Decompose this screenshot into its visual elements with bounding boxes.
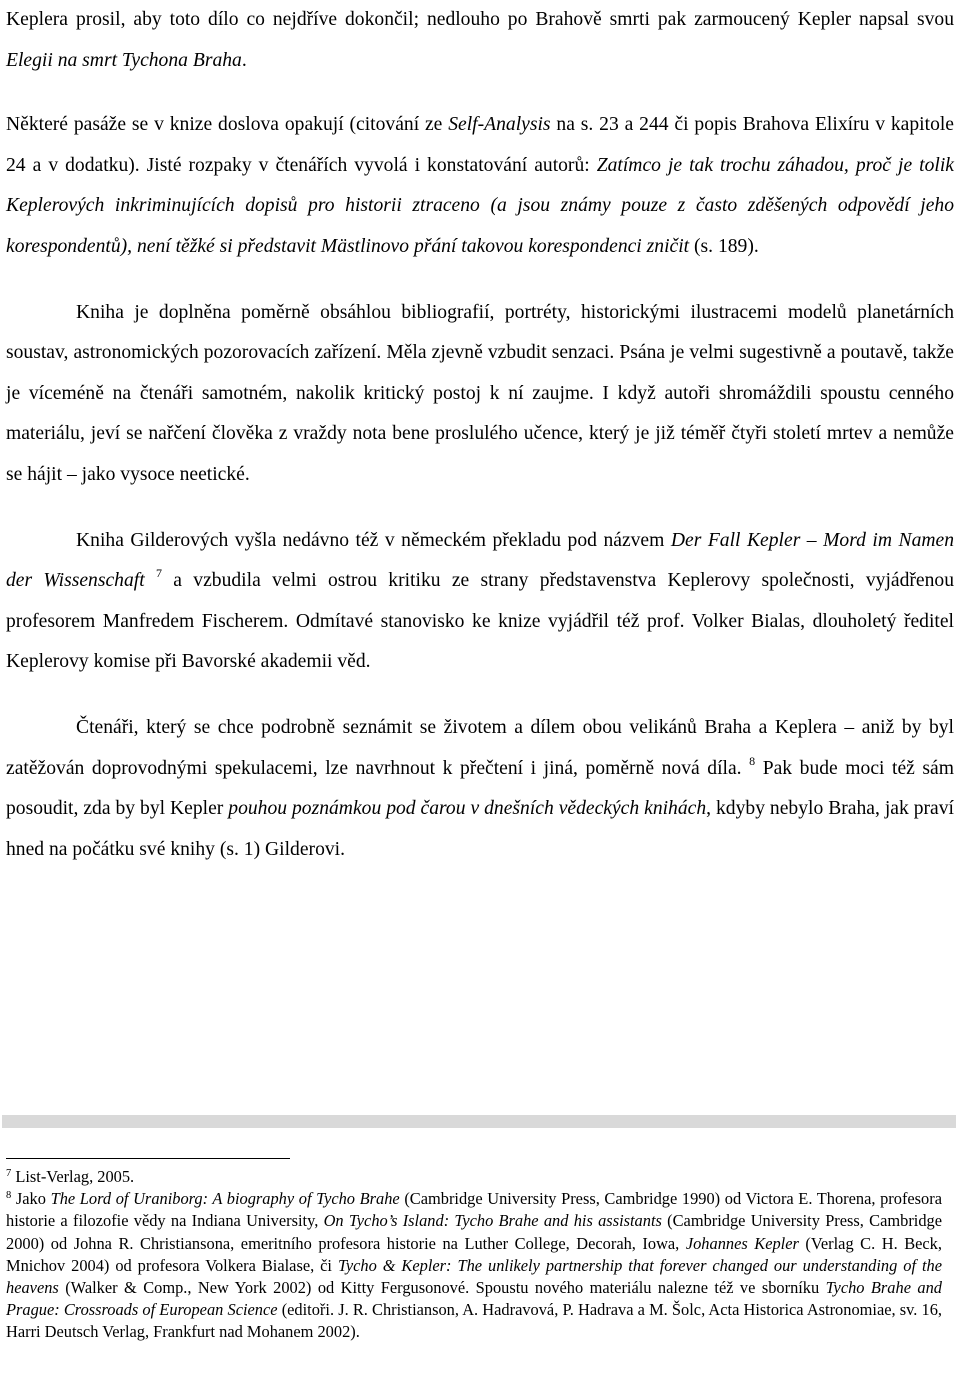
text-run: Některé pasáže se v knize doslova opakují (citování ze: [6, 114, 449, 136]
paragraph: [6, 0, 954, 81]
text-run: .: [241, 49, 247, 71]
text-run: (Verlag C. H. Beck, Mnichov 2004) od profesora Volkera Bialase, či: [6, 1233, 942, 1275]
footnote-ref: 8: [749, 753, 756, 768]
italic-text: Zatímco je tak trochu záhadou, proč je tolik Keplerových inkriminujících dopisů pro historii ztraceno (a jsou známy pouze z často zděšených odpovědí jeho korespondentů), není těžké si představit Mästlinovo přání takovou korespondenci zničit: [6, 154, 954, 257]
footnote: [6, 1188, 942, 1343]
document-body: [6, 0, 954, 870]
footnote-ref: 7: [6, 1168, 12, 1179]
section-divider: [2, 1115, 956, 1128]
footnote: [6, 1166, 942, 1188]
text-run: (editoři. J. R. Christianson, A. Hadravová, P. Hadrava a M. Šolc, Acta Historica Astronomiae, sv. 16, Harri Deutsch Verlag, Frankfurt nad Mohanem 2002).: [6, 1300, 942, 1342]
text-run: Pak bude moci též sám posoudit, zda by byl Kepler: [6, 757, 954, 820]
text-run: Čtenáři, který se chce podrobně seznámit se životem a dílem obou velikánů Braha a Keplera – aniž by byl zatěžován doprovodnými spekulacemi, lze navrhnout k přečtení i jiná, poměrně nová díla.: [6, 716, 954, 779]
italic-text: Elegii na smrt Tychona Braha: [6, 49, 242, 71]
text-run: Kniha Gilderových vyšla nedávno též v německém překladu pod názvem: [76, 529, 671, 551]
italic-text: Johannes Kepler: [685, 1233, 799, 1253]
italic-text: Tycho Brahe and Prague: Crossroads of European Science: [6, 1278, 942, 1320]
italic-text: Der Fall Kepler – Mord im Namen der Wissenschaft: [6, 529, 955, 592]
text-run: Keplera prosil, aby toto dílo co nejdříve dokončil; nedlouho po Brahově smrti pak zarmoucený Kepler napsal svou: [6, 9, 954, 30]
text-run: (Walker & Comp., New York 2002) od Kitty Fergusonové. Spoustu nového materiálu nalezne též ve sborníku: [58, 1278, 826, 1298]
italic-text: The Lord of Uraniborg: A biography of Tycho Brahe: [50, 1189, 400, 1209]
text-run: na s. 23 a 244 či popis Brahova Elixíru v kapitole 24 a v dodatku). Jisté rozpaky v čtenářích vyvolá i konstatování autorů:: [6, 114, 955, 176]
text-run: , kdyby nebylo Braha, jak praví hned na počátku své knihy (s. 1) Gilderovi.: [6, 798, 954, 860]
footnote-ref: 7: [155, 566, 162, 581]
text-run: (Cambridge University Press, Cambridge 2000) od Johna R. Christiansona, emeritního profesora historie na Luther College, Decorah, Iowa,: [6, 1211, 942, 1253]
text-run: Kniha je doplněna poměrně obsáhlou bibliografií, portréty, historickými ilustracemi modelů planetárních soustav, astronomických pozorovacích zařízení. Měla zjevně vzbudit senzaci. Psána je velmi sugestivně a poutavě, takže je víceméně na čtenáři samotném, nakolik kritický postoj k ní zaujme. I když autoři shromáždili spoustu cenného materiálu, jeví se nařčení člověka z vraždy nota bene proslulého učence, který je již téměř čtyři století mrtev a nemůže se hájit – jako vysoce neetické.: [6, 301, 954, 485]
paragraph: [6, 708, 954, 870]
footnotes: [6, 1166, 942, 1344]
text-run: (s. 189).: [689, 235, 759, 257]
footnote-ref: 8: [6, 1190, 12, 1202]
paragraph: [6, 105, 954, 267]
text-run: a vzbudila velmi ostrou kritiku ze strany představenstva Keplerovy společnosti, vyjádřenou profesorem Manfredem Fischerem. Odmítavé stanovisko ke knize vyjádřil též prof. Volker Bialas, dlouholetý ředitel Keplerovy komise při Bavorské akademii věd.: [6, 570, 955, 673]
text-run: Jako: [11, 1189, 51, 1209]
text-run: List-Verlag, 2005.: [11, 1167, 135, 1186]
italic-text: On Tycho’s Island: Tycho Brahe and his assistants: [323, 1211, 662, 1231]
text-run: (Cambridge University Press, Cambridge 1990) od Victora E. Thorena, profesora historie a filozofie vědy na Indiana University,: [6, 1189, 942, 1231]
footnote-separator: [6, 1158, 290, 1159]
paragraph: [6, 521, 954, 683]
text-run: [145, 570, 156, 591]
italic-text: Self-Analysis: [448, 114, 551, 136]
italic-text: pouhou poznámkou pod čarou v dnešních vědeckých knihách: [228, 798, 707, 820]
paragraph: [6, 293, 954, 496]
italic-text: Tycho & Kepler: The unlikely partnership that forever changed our understanding of the heavens: [6, 1255, 942, 1298]
